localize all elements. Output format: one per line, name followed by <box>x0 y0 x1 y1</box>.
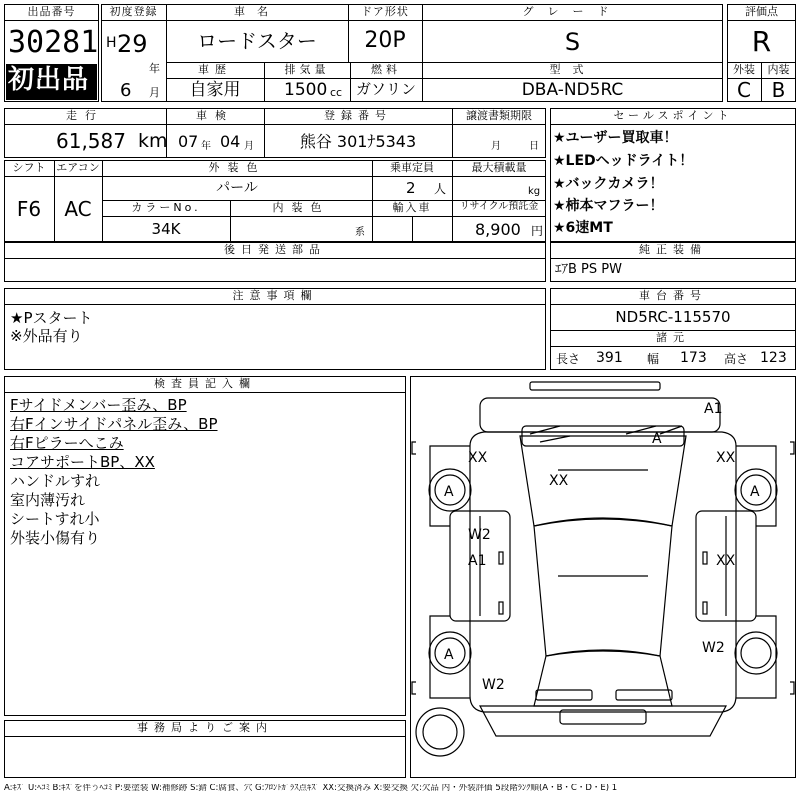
model-label: 型式 <box>549 63 596 76</box>
score-label: 評価点 <box>745 5 778 18</box>
inspector-notes <box>10 396 400 548</box>
inspector-label: 検査員記入欄 <box>154 377 256 390</box>
fuel-label: 燃料 <box>371 63 401 76</box>
import-label: 輸入車 <box>392 201 432 214</box>
transfer-month-unit: 月 <box>491 141 501 152</box>
sales-point: ★バックカメラ！ <box>553 176 664 192</box>
displacement: 1500 <box>284 80 328 100</box>
length-label: 長さ <box>556 352 581 366</box>
load-label: 最大積載量 <box>471 161 527 174</box>
dims-label: 諸元 <box>656 331 690 344</box>
interior-label: 内装色 <box>272 201 330 214</box>
insp-year-unit: 年 <box>201 141 211 152</box>
width-label: 幅 <box>647 352 660 366</box>
damage-mark: A <box>444 647 454 663</box>
int-grade: B <box>771 78 786 102</box>
lot-number: 30281 <box>8 25 99 60</box>
inspector-line: 室内薄汚れ <box>10 491 86 509</box>
damage-mark: A <box>750 484 760 500</box>
inspector-line: 右Fインサイドパネル歪み、BP <box>10 415 218 433</box>
first-listing-label: 初出品 <box>8 65 90 95</box>
interior-unit: 系 <box>355 227 365 238</box>
sales-point: ★柿本マフラー！ <box>553 198 664 214</box>
color-value: パール <box>216 180 258 196</box>
chassis-number: ND5RC-115570 <box>615 308 731 326</box>
damage-mark: XX <box>468 450 488 466</box>
car-name: ロードスター <box>197 29 317 53</box>
score-value: R <box>751 25 772 58</box>
plate-value: 熊谷 301ﾅ5343 <box>299 132 417 151</box>
shift-label: シフト <box>12 161 46 174</box>
recycle-value: 8,900 <box>475 220 521 239</box>
inspector-line: ハンドルすれ <box>10 472 101 490</box>
inspector-line: コアサポートBP、XX <box>10 453 155 471</box>
damage-mark: W2 <box>702 640 725 656</box>
model-value: DBA-ND5RC <box>521 80 624 100</box>
ac-label: エアコン <box>56 161 100 174</box>
ac-value: AC <box>64 197 92 221</box>
insp-month-unit: 月 <box>244 141 254 152</box>
equipment-value: ｴｱB PS PW <box>555 262 622 277</box>
month-unit: 月 <box>149 86 160 99</box>
inspector-line: 右Fピラーへこみ <box>10 434 124 452</box>
later-parts-label: 後日発送部品 <box>224 243 326 256</box>
reg-month: 6 <box>120 80 132 101</box>
sales-point: ★ユーザー買取車！ <box>553 130 678 146</box>
history-label: 車歴 <box>198 63 232 76</box>
height-value: 123 <box>760 350 787 366</box>
insp-month: 04 <box>220 132 241 151</box>
lot-label: 出品番号 <box>27 5 76 18</box>
reg-label: 初度登録 <box>109 5 158 18</box>
inspector-line: 外装小傷有り <box>10 529 101 547</box>
door-value: 20P <box>364 28 406 53</box>
inspection-label: 車検 <box>196 109 234 122</box>
damage-mark: XX <box>549 473 569 489</box>
inspector-line: Fサイドメンバー歪み、BP <box>10 396 187 414</box>
disp-unit: cc <box>330 86 343 99</box>
color-no-label: カラーNo. <box>131 201 201 214</box>
transfer-label: 譲渡書類期限 <box>466 109 532 122</box>
mileage-value: 61,587 <box>56 129 126 153</box>
caution-line: ★Pスタート <box>10 309 93 327</box>
recycle-label: リサイクル預託金 <box>459 201 539 212</box>
sales-label: セールスポイント <box>613 109 733 122</box>
mileage-label: 走行 <box>66 109 104 122</box>
grade-value: S <box>564 28 581 56</box>
color-no-value: 34K <box>151 220 181 238</box>
sales-point: ★6速MT <box>553 220 613 236</box>
int-label: 内装 <box>767 63 790 76</box>
damage-mark: W2 <box>468 527 491 543</box>
ext-grade: C <box>737 78 751 102</box>
inspector-line: シートすれ小 <box>10 510 100 528</box>
capacity-value: 2 <box>406 179 416 197</box>
grade-label: グレード <box>522 5 623 18</box>
office-label: 事務局よりご案内 <box>137 721 273 734</box>
capacity-label: 乗車定員 <box>390 161 434 174</box>
damage-mark: A1 <box>468 553 487 569</box>
caution-label: 注意事項欄 <box>232 289 318 302</box>
car-diagram <box>410 376 796 778</box>
load-unit: kg <box>528 186 541 197</box>
damage-mark: W2 <box>482 677 505 693</box>
name-label: 車名 <box>234 5 280 18</box>
color-label: 外装色 <box>208 161 266 174</box>
shift-value: F6 <box>16 197 42 221</box>
height-label: 高さ <box>724 352 749 366</box>
fuel-value: ガソリン <box>355 80 416 98</box>
plate-label: 登録番号 <box>324 109 392 122</box>
transfer-day-unit: 日 <box>529 141 539 152</box>
damage-mark: XX <box>716 450 736 466</box>
insp-year: 07 <box>178 132 199 151</box>
length-value: 391 <box>596 350 623 366</box>
damage-mark: XX <box>716 553 736 569</box>
year-unit: 年 <box>149 62 160 75</box>
capacity-unit: 人 <box>434 182 447 196</box>
legend: A:ｷｽﾞ U:ﾍｺﾐ B:ｷｽﾞを伴うﾍｺﾐ P:要塗装 W:補修跡 S:錆 C:腐食、穴 G:ﾌﾛﾝﾄｶﾞﾗｽ点ｷｽﾞ XX:交換済み X:要交換 欠:欠品 内・外装評価 5段階ﾗﾝｸ順(A・B・C・D・E) 1 <box>4 784 618 793</box>
equipment-label: 純正装備 <box>639 243 707 256</box>
ext-label: 外装 <box>733 63 755 76</box>
width-value: 173 <box>680 350 707 366</box>
chassis-label: 車台番号 <box>639 289 707 302</box>
sales-point: ★LEDヘッドライト！ <box>553 153 694 169</box>
recycle-unit: 円 <box>531 224 544 238</box>
reg-year: 29 <box>117 30 148 58</box>
mileage-unit: km <box>138 130 168 152</box>
history-value: 自家用 <box>189 80 241 100</box>
damage-mark: A1 <box>704 401 723 417</box>
damage-mark: A <box>652 431 662 447</box>
disp-label: 排気量 <box>284 63 330 76</box>
damage-mark: A <box>444 484 454 500</box>
era-label: H <box>106 35 117 51</box>
door-label: ドア形状 <box>361 5 409 18</box>
caution-line: ※外品有り <box>10 327 83 345</box>
